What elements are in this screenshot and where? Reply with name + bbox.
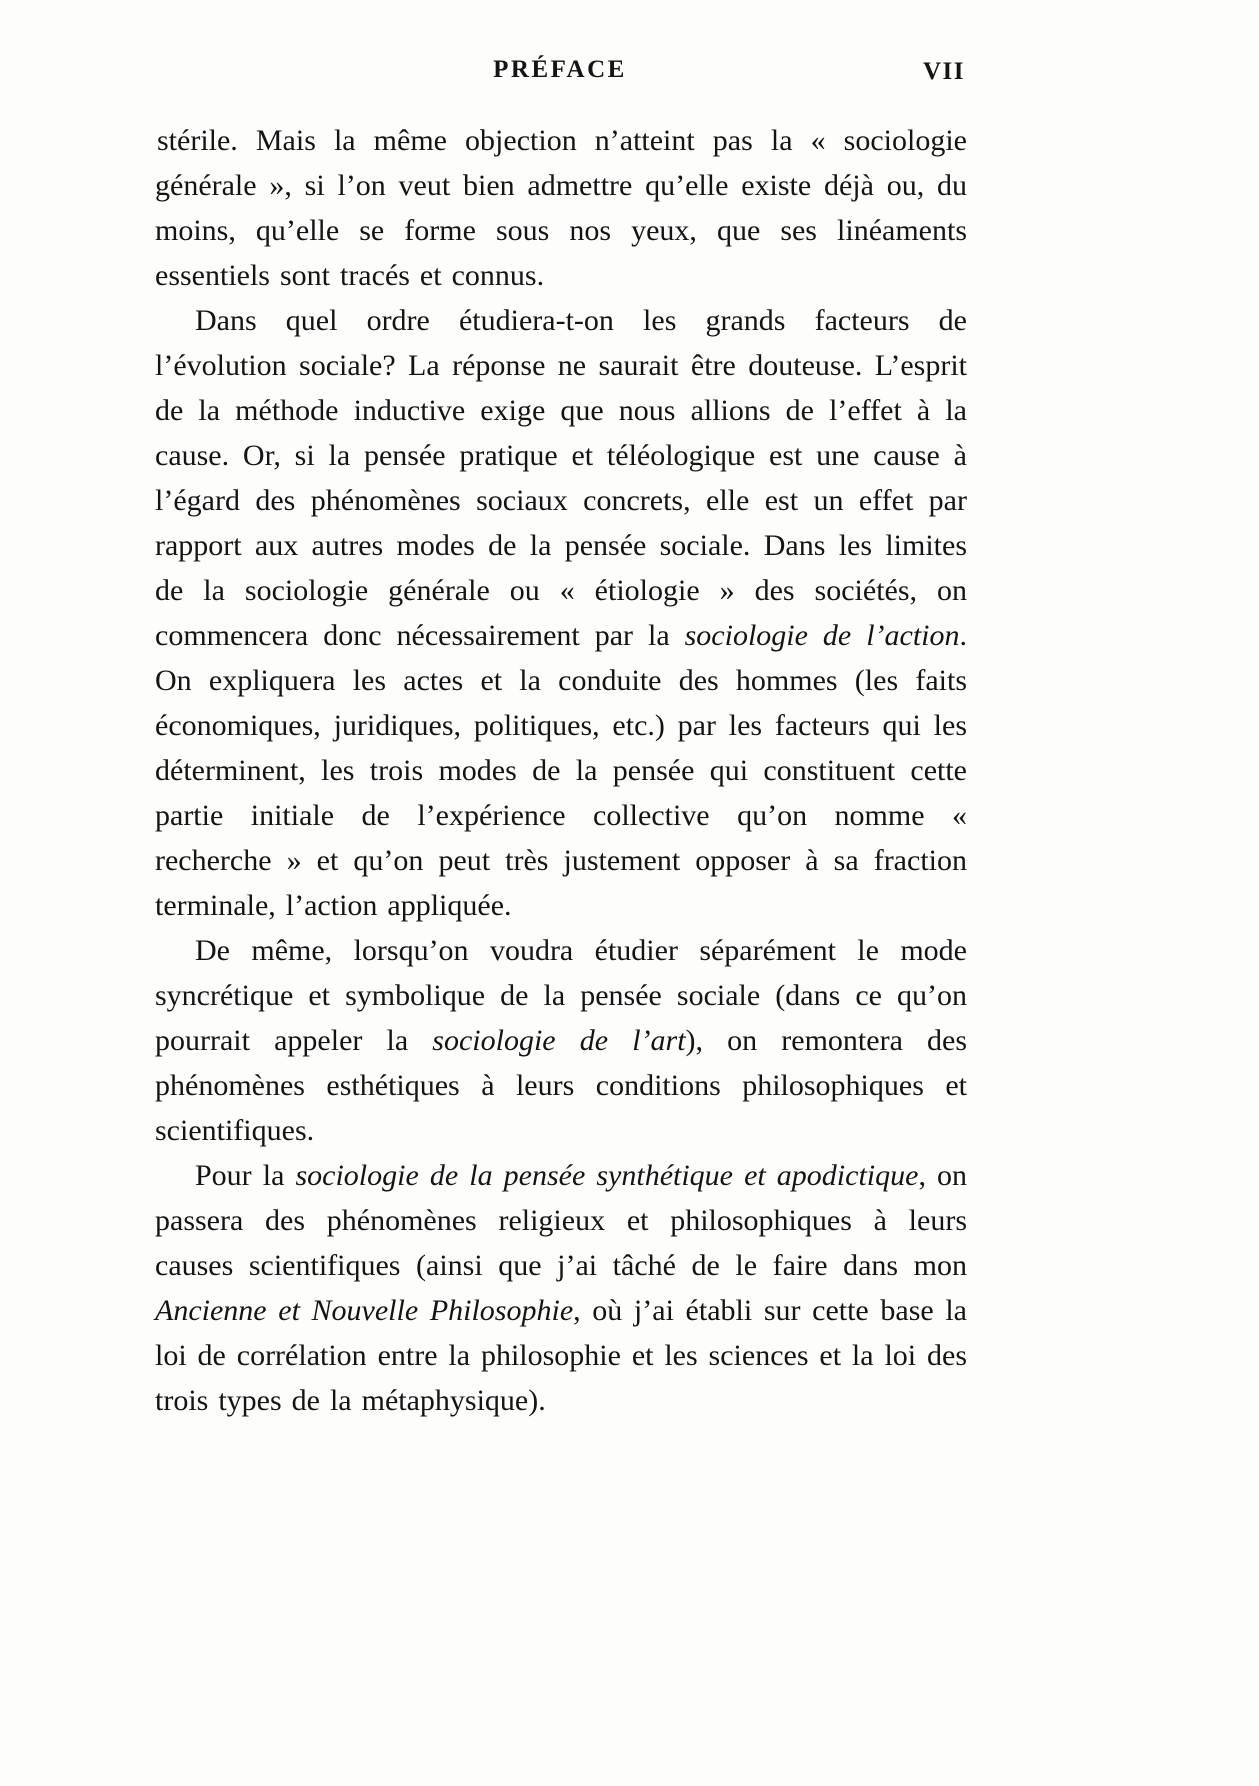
- paragraph-2: [155, 298, 967, 928]
- text-run: , on passera des phénomènes religieux et philosophiques à leurs causes scientifiques (ainsi que j’ai tâché de le faire dans mon: [155, 1159, 968, 1282]
- running-title: PRÉFACE: [493, 56, 627, 83]
- text-run: Pour la: [195, 1159, 296, 1192]
- page-header: [155, 56, 965, 96]
- paragraph-4: [155, 1153, 967, 1423]
- paragraph-3: [155, 928, 967, 1153]
- text-run-italic: sociologie de l’art: [432, 1024, 686, 1057]
- text-run-italic: Ancienne et Nouvelle Philosophie: [155, 1294, 574, 1327]
- text-run: stérile. Mais la même objection n’atteint pas la « sociologie générale », si l’on veut bien admettre qu’elle existe déjà ou, du moins, qu’elle se forme sous nos yeux, que ses linéaments essentiels sont tracés et connus.: [155, 124, 967, 292]
- page-number: VII: [922, 58, 965, 85]
- text-run: De même, lorsqu’on voudra étudier séparément le mode syncrétique et symbolique de la pensée sociale (dans ce qu’on pourrait appeler la: [155, 934, 967, 1057]
- text-run-italic: sociologie de l’action: [684, 619, 960, 652]
- text-run: Dans quel ordre étudiera-t-on les grands facteurs de l’évolution sociale? La réponse ne saurait être douteuse. L’esprit de la méthode inductive exige que nous allions de l’effet à la cause. Or, si la pensée pratique et téléologique est une cause à l’égard des phénomènes sociaux concrets, elle est un effet par rapport aux autres modes de la pensée sociale. Dans les limites de la sociologie générale ou « étiologie » des sociétés, on commencera donc nécessairement par la: [155, 304, 967, 652]
- paragraph-1: [155, 118, 967, 298]
- text-run: , où j’ai établi sur cette base la loi de corrélation entre la philosophie et les sciences et la loi des trois types de la métaphysique).: [155, 1294, 967, 1417]
- text-run: ), on remontera des phénomènes esthétiques à leurs conditions philosophiques et scientifiques.: [155, 1024, 968, 1147]
- text-run-italic: sociologie de la pensée synthétique et apodictique: [295, 1159, 919, 1192]
- text-block: [155, 118, 967, 1423]
- text-run: . On expliquera les actes et la conduite des hommes (les faits économiques, juridiques, politiques, etc.) par les facteurs qui les déterminent, les trois modes de la pensée qui constituent cette partie initiale de l’expérience collective qu’on nomme « recherche » et qu’on peut très justement opposer à sa fraction terminale, l’action appliquée.: [155, 619, 968, 922]
